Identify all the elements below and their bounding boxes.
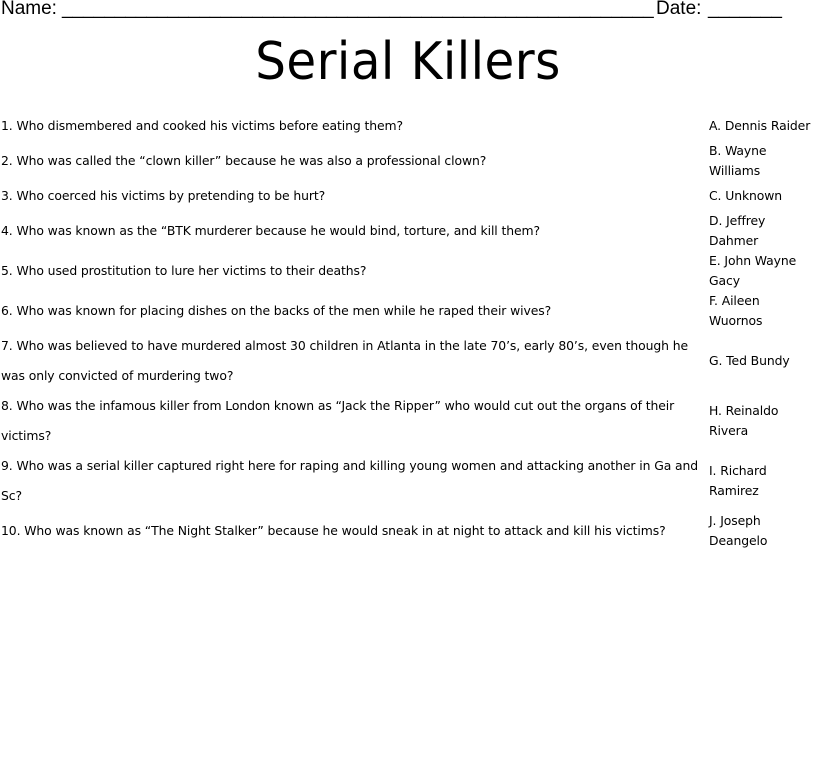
name-label: Name: xyxy=(1,0,57,19)
question-10: 10. Who was known as “The Night Stalker” because he would sneak in at night to attack and kill his victims? xyxy=(1,523,666,538)
question-7: 7. Who was believed to have murdered almost 30 children in Atlanta in the late 70’s, early 80’s, even though he was only convicted of murdering two? xyxy=(1,338,689,383)
answer-h: H. Reinaldo Rivera xyxy=(709,403,779,438)
name-blank-line[interactable]: ________________________________________________________ xyxy=(62,0,654,19)
answer-d: D. Jeffrey Dahmer xyxy=(709,213,766,248)
answer-c: C. Unknown xyxy=(709,188,783,203)
answer-g: G. Ted Bundy xyxy=(709,353,790,368)
answer-f: F. Aileen Wuornos xyxy=(709,293,763,328)
answer-j: J. Joseph Deangelo xyxy=(709,513,768,548)
question-1: 1. Who dismembered and cooked his victims before eating them? xyxy=(1,118,403,133)
question-5: 5. Who used prostitution to lure her victims to their deaths? xyxy=(1,263,367,278)
date-label: Date: xyxy=(656,0,702,19)
question-2: 2. Who was called the “clown killer” because he was also a professional clown? xyxy=(1,153,487,168)
question-4: 4. Who was known as the “BTK murderer because he would bind, torture, and kill them? xyxy=(1,223,540,238)
answer-a: A. Dennis Raider xyxy=(709,118,811,133)
question-8: 8. Who was the infamous killer from London known as “Jack the Ripper” who would cut out the organs of their victims? xyxy=(1,398,675,443)
answer-i: I. Richard Ramirez xyxy=(709,463,767,498)
answer-b: B. Wayne Williams xyxy=(709,143,767,178)
question-6: 6. Who was known for placing dishes on the backs of the men while he raped their wives? xyxy=(1,303,552,318)
question-9: 9. Who was a serial killer captured right here for raping and killing young women and attacking another in Ga and Sc? xyxy=(1,458,699,503)
name-date-header xyxy=(0,0,816,22)
answer-e: E. John Wayne Gacy xyxy=(709,253,797,288)
date-blank-line[interactable]: _______ xyxy=(708,0,782,19)
page-title: Serial Killers xyxy=(255,32,561,92)
question-3: 3. Who coerced his victims by pretending to be hurt? xyxy=(1,188,326,203)
